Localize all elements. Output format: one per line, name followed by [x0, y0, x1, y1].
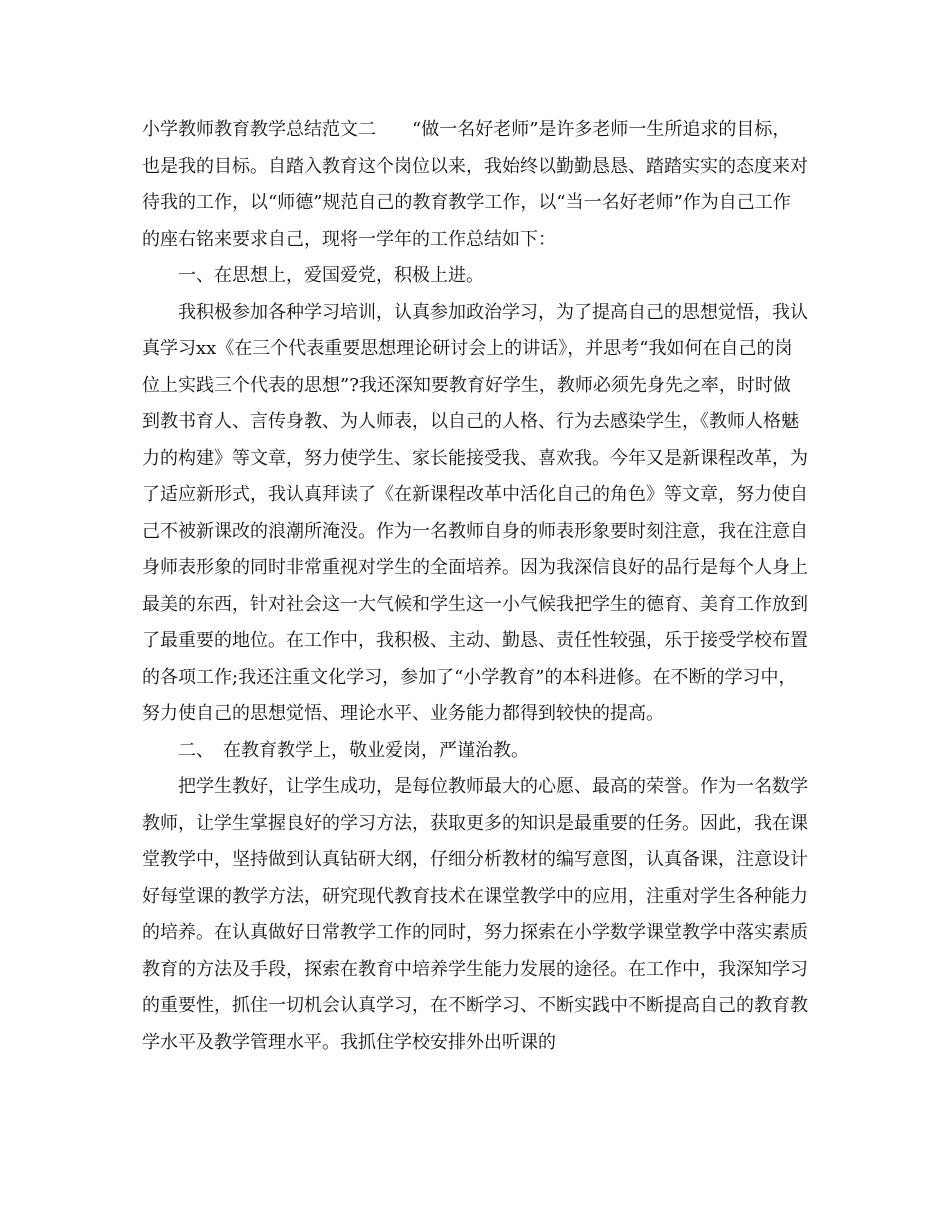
section-heading-ideology: 一、在思想上，爱国爱党，积极上进。	[178, 265, 484, 286]
section-heading-teaching: 二、 在教育教学上，敬业爱岗，严谨治教。	[178, 739, 529, 761]
intro-paragraph: 小学教师教育教学总结范文二 “做一名好老师”是许多老师一生所追求的目标，也是我的目标。自踏入教育这个岗位以来，我始终以勤勤恳恳、踏踏实实的态度来对待我的工作，以“师德”规范自己的教育教学工作，以“当一名好老师”作为自己工作的座右铭来要求自己，现将一学年的工作总结如下：	[142, 119, 808, 250]
document-body	[142, 112, 808, 1061]
teaching-paragraph: 把学生教好，让学生成功，是每位教师最大的心愿、最高的荣誉。作为一名数学教师，让学生掌握良好的学习方法，获取更多的知识是最重要的任务。因此，我在课堂教学中，坚持做到认真钻研大纲，仔细分析教材的编写意图，认真备课，注意设计好每堂课的教学方法，研究现代教育技术在课堂教学中的应用，注重对学生各种能力的培养。在认真做好日常教学工作的同时，努力探索在小学数学课堂教学中落实素质教育的方法及手段，探索在教育中培养学生能力发展的途径。在工作中，我深知学习的重要性，抓住一切机会认真学习，在不断学习、不断实践中不断提高自己的教育教学水平及教学管理水平。我抓住学校安排外出听课的	[142, 776, 808, 1053]
ideology-paragraph: 我积极参加各种学习培训，认真参加政治学习，为了提高自己的思想觉悟，我认真学习xx《在三个代表重要思想理论研讨会上的讲话》，并思考“我如何在自己的岗位上实践三个代表的思想”?我还深知要教育好学生，教师必须先身先之率，时时做到教书育人、言传身教、为人师表，以自己的人格、行为去感染学生，《教师人格魅力的构建》等文章，努力使学生、家长能接受我、喜欢我。今年又是新课程改革，为了适应新形式，我认真拜读了《在新课程改革中活化自己的角色》等文章，努力使自己不被新课改的浪潮所淹没。作为一名教师自身的师表形象要时刻注意，我在注意自身师表形象的同时非常重视对学生的全面培养。因为我深信良好的品行是每个人身上最美的东西，针对社会这一大气候和学生这一小气候我把学生的德育、美育工作放到了最重要的地位。在工作中，我积极、主动、勤恳、责任性较强，乐于接受学校布置的各项工作;我还注重文化学习，参加了“小学教育”的本科进修。在不断的学习中，努力使自己的思想觉悟、理论水平、业务能力都得到较快的提高。	[142, 301, 808, 724]
